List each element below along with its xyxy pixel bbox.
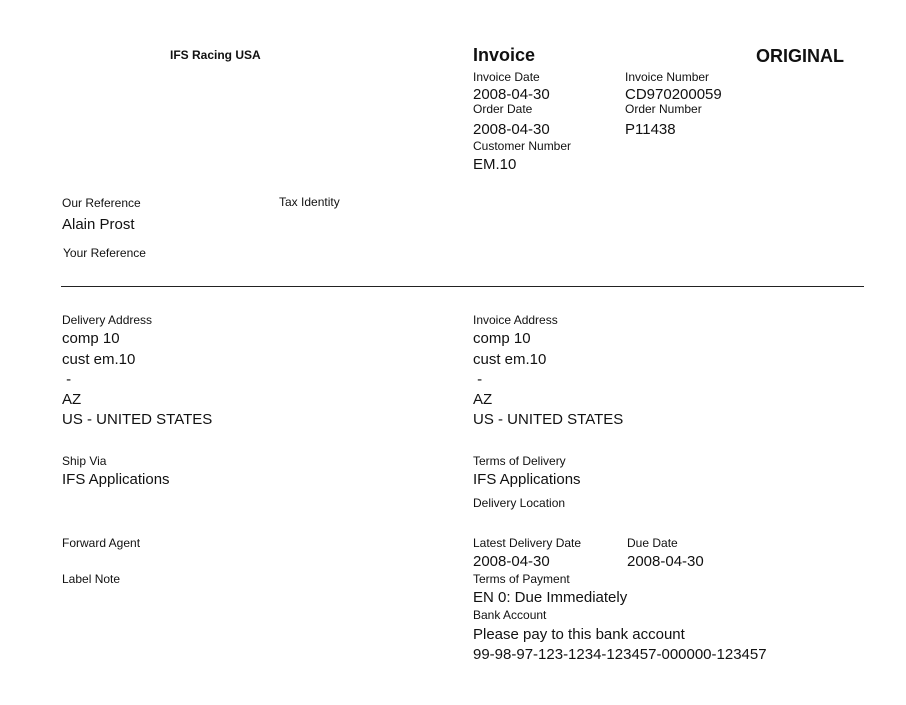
customer-number-value: EM.10 (473, 156, 517, 173)
invoice-address-line: comp 10 (473, 330, 531, 347)
invoice-address-label: Invoice Address (473, 313, 558, 327)
latest-delivery-date-value: 2008-04-30 (473, 553, 550, 570)
terms-of-delivery-value: IFS Applications (473, 471, 581, 488)
terms-of-payment-value: EN 0: Due Immediately (473, 589, 628, 606)
due-date-value: 2008-04-30 (627, 553, 704, 570)
order-number-value: P11438 (625, 121, 676, 138)
invoice-number-value: CD970200059 (625, 86, 722, 103)
invoice-address-line: AZ (473, 391, 493, 408)
bank-account-label: Bank Account (473, 608, 547, 622)
document-title: Invoice (473, 45, 536, 65)
invoice-address-line: - (473, 371, 483, 388)
terms-of-payment-label: Terms of Payment (473, 572, 570, 586)
bank-account-text: Please pay to this bank account (473, 626, 685, 643)
terms-of-delivery-label: Terms of Delivery (473, 454, 566, 468)
copy-label: ORIGINAL (756, 46, 844, 66)
invoice-date-value: 2008-04-30 (473, 86, 550, 103)
our-reference-label: Our Reference (62, 196, 141, 210)
bank-account-number: 99-98-97-123-1234-123457-000000-123457 (473, 646, 767, 663)
due-date-label: Due Date (627, 536, 678, 550)
delivery-address-label: Delivery Address (62, 313, 153, 327)
delivery-location-label: Delivery Location (473, 496, 566, 510)
tax-identity-label: Tax Identity (279, 195, 340, 209)
delivery-address-line: AZ (62, 391, 82, 408)
our-reference-value: Alain Prost (62, 216, 135, 233)
ship-via-label: Ship Via (62, 454, 107, 468)
invoice-date-label: Invoice Date (473, 70, 540, 84)
invoice-number-label: Invoice Number (625, 70, 710, 84)
delivery-address-line: cust em.10 (62, 351, 136, 368)
latest-delivery-date-label: Latest Delivery Date (473, 536, 582, 550)
customer-number-label: Customer Number (473, 139, 572, 153)
invoice-address-line: cust em.10 (473, 351, 547, 368)
invoice-address-line: US - UNITED STATES (473, 411, 624, 428)
section-divider (61, 286, 864, 287)
order-date-value: 2008-04-30 (473, 121, 550, 138)
delivery-address-line: - (62, 371, 72, 388)
delivery-address-line: US - UNITED STATES (62, 411, 213, 428)
order-number-label: Order Number (625, 102, 702, 116)
ship-via-value: IFS Applications (62, 471, 170, 488)
order-date-label: Order Date (473, 102, 533, 116)
company-name: IFS Racing USA (170, 48, 261, 62)
label-note-label: Label Note (62, 572, 121, 586)
your-reference-label: Your Reference (63, 246, 146, 260)
forward-agent-label: Forward Agent (62, 536, 141, 550)
delivery-address-line: comp 10 (62, 330, 120, 347)
